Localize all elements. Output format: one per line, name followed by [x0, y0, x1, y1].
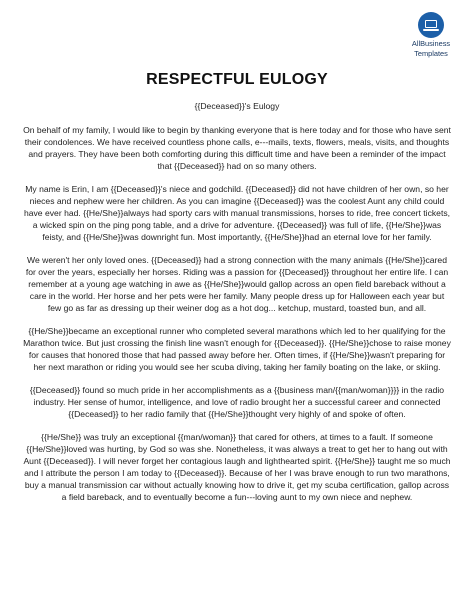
allbusiness-templates-logo: [396, 12, 466, 62]
document-body: [22, 100, 452, 514]
paragraph-marathons: {{He/She}}became an exceptional runner who completed several marathons which led to her qualifying for the Marathon twice. But just crossing the finish line wasn't enough for {{Deceased}}. {{He/She}}chose to raise money for causes that honored those that had passed away before her. Often times, if {{He/She}}wasn't preparing for her next marathon or riding you would see her scuba diving, taking her family boating on the lake, or skiing.: [23, 325, 451, 373]
laptop-icon: [418, 12, 444, 38]
paragraph-animals: We weren't her only loved ones. {{Deceased}} had a strong connection with the many animals {{He/She}}cared for over the years, especially her horses. Riding was a passion for {{Deceased}} throughout her entire life. I can remember at a young age watching in awe as {{He/She}}would gallop across an open field bareback without a care in the world. Her horse and her pets were her family. Many people dress up for Halloween each year but few go as far as dressing up their weiner dog as a hot dog... ketchup, mustard, toasted bun, and all.: [25, 254, 449, 314]
paragraph-introduction: My name is Erin, I am {{Deceased}}'s niece and godchild. {{Deceased}} did not have children of her own, so her nieces and nephew were her children. As you can imagine {{Deceased}} was the coolest Aunt any child could have ever had. {{He/She}}always had sporty cars with manual transmissions, horses to ride, free concert tickets, a wicked spin on the ping pong table, and a drive for adventure. {{Deceased}} was full of life, {{He/She}}was feisty, and {{He/She}}was downright fun. Most importantly, {{He/She}}had an eternal love for her family.: [23, 183, 451, 243]
paragraph-legacy: {{He/She}} was truly an exceptional {{man/woman}} that cared for others, at times to a fault. If someone {{He/She}}loved was hurting, by God so was she. Nonetheless, it was always a treat to get her to hang out with Aunt {{Deceased}}. I will never forget her contagious laugh and lighthearted spirit. {{He/She}} taught me so much and I attribute the person I am today to {{Deceased}}. Because of her I was brave enough to run two marathons, buy a manual transmission car without actually knowing how to drive it, get my scuba certification, gallop across a field bareback, and to eventually become a fun---loving aunt to my own niece and nephew.: [23, 431, 451, 503]
logo-text-line1: AllBusiness: [411, 39, 451, 48]
logo-text-line2: Templates: [414, 49, 448, 58]
paragraph-thanks: On behalf of my family, I would like to begin by thanking everyone that is here today and for those who have sent their condolences. We have received countless phone calls, e---mails, texts, flowers, meals, visits, and thoughts and prayers. They have been both comforting during this difficult time and have been a reminder of the impact that {{Deceased}} had on so many others.: [23, 125, 451, 172]
paragraph-career: {{Deceased}} found so much pride in her accomplishments as a {{business man/{{man/woman}}}} in the radio industry. Her sense of humor, intelligence, and love of radio brought her a successful career and connected {{Deceased}} to her radio family that {{He/She}}thought very highly of and spoke of often.: [29, 384, 445, 419]
document-title: RESPECTFUL EULOGY: [146, 71, 328, 88]
document-subtitle: {{Deceased}}'s Eulogy: [194, 101, 280, 111]
